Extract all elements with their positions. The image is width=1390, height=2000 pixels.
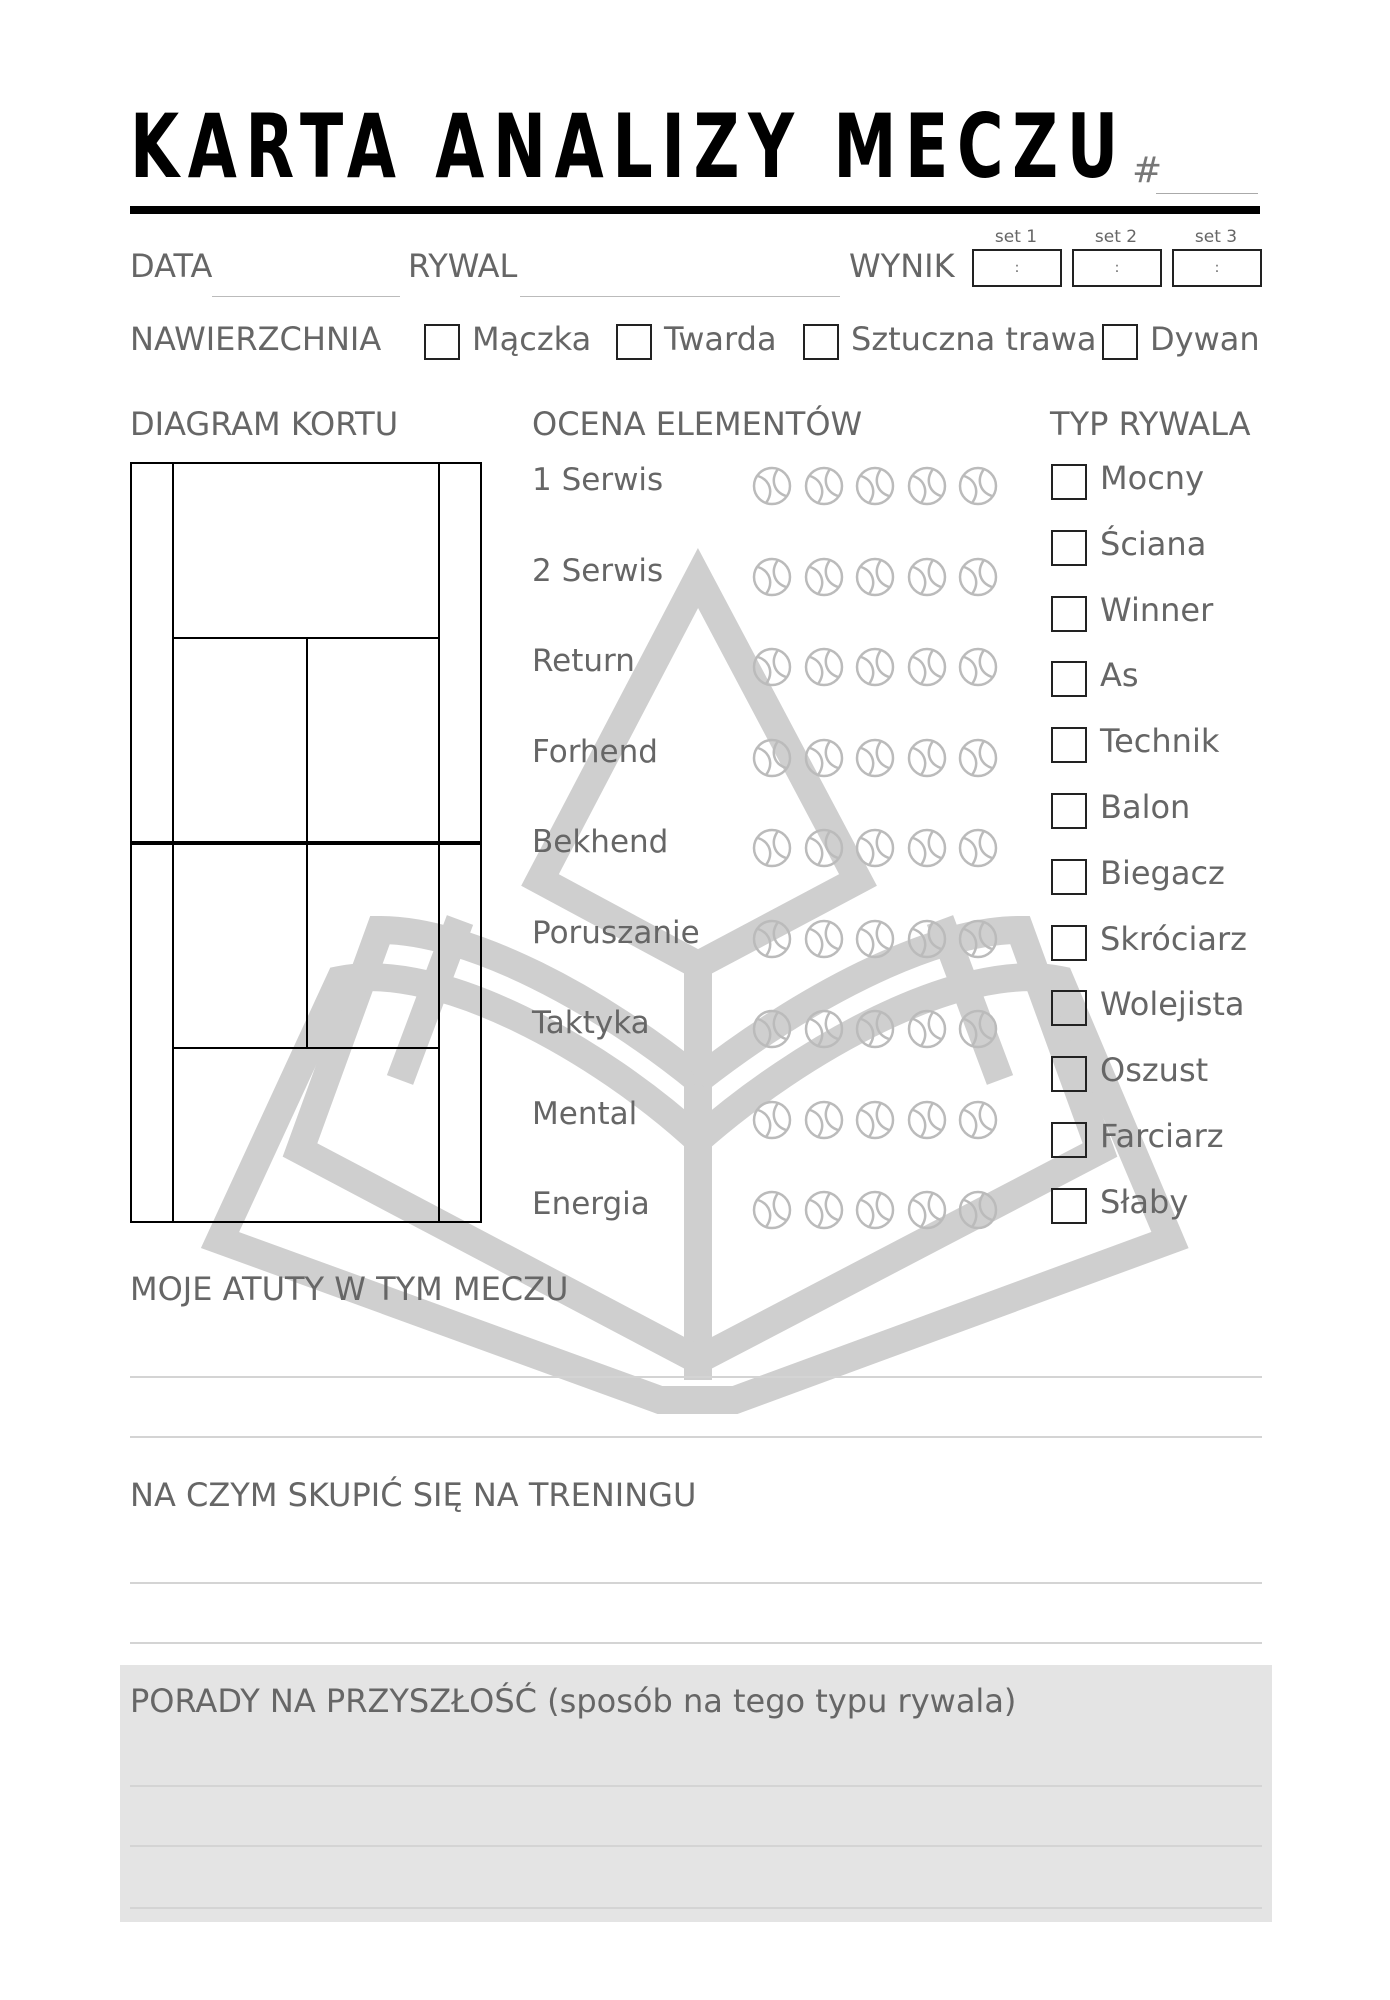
- tennis-ball-rating-icon[interactable]: [804, 647, 844, 687]
- tennis-ball-rating-icon[interactable]: [855, 1100, 895, 1140]
- strengths-heading: MOJE ATUTY W TYM MECZU: [130, 1270, 569, 1308]
- advice-line-1[interactable]: [130, 1785, 1262, 1787]
- surface-hard-label: Twarda: [664, 320, 777, 358]
- strengths-line-2[interactable]: [130, 1436, 1262, 1438]
- tennis-ball-rating-icon[interactable]: [958, 466, 998, 506]
- tennis-ball-rating-icon[interactable]: [752, 466, 792, 506]
- rating-label: Bekhend: [532, 824, 669, 860]
- tennis-ball-rating-icon[interactable]: [804, 919, 844, 959]
- set-2-score[interactable]: :: [1072, 249, 1162, 287]
- rival-type-label: Technik: [1100, 722, 1220, 761]
- set-2-label: set 2: [1094, 227, 1138, 247]
- rating-label: 1 Serwis: [532, 462, 664, 498]
- tennis-ball-rating-icon[interactable]: [907, 1100, 947, 1140]
- tennis-ball-rating-icon[interactable]: [855, 647, 895, 687]
- tennis-ball-rating-icon[interactable]: [958, 738, 998, 778]
- tennis-ball-rating-icon[interactable]: [907, 919, 947, 959]
- title-divider: [130, 206, 1260, 214]
- tennis-ball-rating-icon[interactable]: [855, 828, 895, 868]
- date-field[interactable]: [212, 296, 400, 297]
- rival-type-label: Słaby: [1100, 1182, 1189, 1221]
- set-3-label: set 3: [1194, 227, 1238, 247]
- tennis-ball-rating-icon[interactable]: [907, 1190, 947, 1230]
- rival-type-label: Skróciarz: [1100, 919, 1247, 958]
- date-label: DATA: [130, 247, 213, 285]
- set-1-score[interactable]: :: [972, 249, 1062, 287]
- rival-type-checkbox[interactable]: [1051, 793, 1087, 829]
- tennis-ball-rating-icon[interactable]: [907, 738, 947, 778]
- training-line-2[interactable]: [130, 1642, 1262, 1644]
- rating-label: Return: [532, 643, 635, 679]
- tennis-ball-rating-icon[interactable]: [804, 828, 844, 868]
- tennis-ball-rating-icon[interactable]: [907, 828, 947, 868]
- rival-type-label: Farciarz: [1100, 1117, 1224, 1155]
- advice-heading: PORADY NA PRZYSZŁOŚĆ (sposób na tego typu rywala): [130, 1682, 1017, 1720]
- rival-type-checkbox[interactable]: [1051, 990, 1087, 1026]
- rival-type-checkbox[interactable]: [1051, 925, 1087, 961]
- tennis-ball-rating-icon[interactable]: [958, 1009, 998, 1049]
- tennis-ball-rating-icon[interactable]: [752, 1190, 792, 1230]
- rival-type-checkbox[interactable]: [1051, 1188, 1087, 1224]
- surface-label: NAWIERZCHNIA: [130, 320, 382, 358]
- tennis-court-diagram[interactable]: [130, 462, 484, 1224]
- tennis-ball-rating-icon[interactable]: [958, 1190, 998, 1230]
- tennis-ball-rating-icon[interactable]: [752, 647, 792, 687]
- surface-hard-checkbox[interactable]: [616, 324, 652, 360]
- number-field[interactable]: [1156, 193, 1258, 194]
- tennis-ball-rating-icon[interactable]: [752, 828, 792, 868]
- tennis-ball-rating-icon[interactable]: [907, 647, 947, 687]
- tennis-ball-rating-icon[interactable]: [907, 466, 947, 506]
- tennis-ball-rating-icon[interactable]: [804, 557, 844, 597]
- surface-carpet-label: Dywan: [1150, 320, 1260, 358]
- score-label: WYNIK: [849, 247, 955, 285]
- tennis-ball-rating-icon[interactable]: [855, 1009, 895, 1049]
- rival-type-checkbox[interactable]: [1051, 1056, 1087, 1092]
- tennis-ball-rating-icon[interactable]: [752, 557, 792, 597]
- tennis-ball-rating-icon[interactable]: [804, 1100, 844, 1140]
- rating-label: Poruszanie: [532, 914, 700, 951]
- tennis-ball-rating-icon[interactable]: [855, 1190, 895, 1230]
- tennis-ball-rating-icon[interactable]: [958, 557, 998, 597]
- tennis-ball-rating-icon[interactable]: [804, 738, 844, 778]
- rating-label: 2 Serwis: [532, 552, 664, 589]
- surface-clay-checkbox[interactable]: [424, 324, 460, 360]
- strengths-line-1[interactable]: [130, 1376, 1262, 1378]
- rival-type-checkbox[interactable]: [1051, 464, 1087, 500]
- tennis-ball-rating-icon[interactable]: [752, 738, 792, 778]
- rival-type-checkbox[interactable]: [1051, 1122, 1087, 1158]
- rival-type-checkbox[interactable]: [1051, 727, 1087, 763]
- training-line-1[interactable]: [130, 1582, 1262, 1584]
- tennis-ball-rating-icon[interactable]: [855, 466, 895, 506]
- tennis-ball-rating-icon[interactable]: [907, 557, 947, 597]
- surface-carpet-checkbox[interactable]: [1102, 324, 1138, 360]
- tennis-ball-rating-icon[interactable]: [752, 1009, 792, 1049]
- rival-type-label: As: [1100, 656, 1139, 695]
- tennis-ball-rating-icon[interactable]: [752, 919, 792, 959]
- rating-label: Forhend: [532, 733, 658, 770]
- rival-type-checkbox[interactable]: [1051, 596, 1087, 632]
- rival-type-label: Mocny: [1100, 459, 1204, 497]
- tennis-ball-rating-icon[interactable]: [804, 466, 844, 506]
- rival-type-label: TYP RYWALA: [1050, 405, 1251, 443]
- rival-type-label: Balon: [1100, 788, 1191, 826]
- tennis-ball-rating-icon[interactable]: [804, 1009, 844, 1049]
- rival-type-checkbox[interactable]: [1051, 530, 1087, 566]
- tennis-ball-rating-icon[interactable]: [958, 919, 998, 959]
- training-heading: NA CZYM SKUPIĆ SIĘ NA TRENINGU: [130, 1476, 697, 1514]
- rival-type-label: Oszust: [1100, 1051, 1209, 1090]
- tennis-ball-rating-icon[interactable]: [855, 919, 895, 959]
- tennis-ball-rating-icon[interactable]: [804, 1190, 844, 1230]
- surface-artificial-grass-label: Sztuczna trawa: [851, 320, 1097, 358]
- rival-label: RYWAL: [408, 247, 518, 285]
- tennis-ball-rating-icon[interactable]: [958, 828, 998, 868]
- ratings-label: OCENA ELEMENTÓW: [532, 405, 863, 443]
- set-1-label: set 1: [994, 227, 1038, 247]
- rival-type-label: Biegacz: [1100, 853, 1225, 892]
- set-3-score[interactable]: :: [1172, 249, 1262, 287]
- advice-line-3[interactable]: [130, 1907, 1262, 1909]
- number-hash-label: #: [1132, 150, 1163, 191]
- court-diagram-label: DIAGRAM KORTU: [130, 405, 399, 443]
- rival-type-label: Wolejista: [1100, 985, 1245, 1024]
- rival-type-label: Winner: [1100, 590, 1214, 629]
- surface-clay-label: Mączka: [472, 320, 592, 358]
- tennis-ball-rating-icon[interactable]: [752, 1100, 792, 1140]
- surface-artificial-grass-checkbox[interactable]: [803, 324, 839, 360]
- tennis-ball-rating-icon[interactable]: [907, 1009, 947, 1049]
- tennis-ball-rating-icon[interactable]: [855, 557, 895, 597]
- rival-type-checkbox[interactable]: [1051, 661, 1087, 697]
- tennis-ball-rating-icon[interactable]: [958, 1100, 998, 1140]
- tennis-ball-rating-icon[interactable]: [855, 738, 895, 778]
- rival-type-label: Ściana: [1100, 524, 1207, 563]
- rival-field[interactable]: [520, 296, 840, 297]
- tennis-ball-rating-icon[interactable]: [958, 647, 998, 687]
- rating-label: Energia: [532, 1186, 650, 1222]
- rival-type-checkbox[interactable]: [1051, 859, 1087, 895]
- rating-label: Taktyka: [532, 1005, 650, 1041]
- page-title: KARTA ANALIZY MECZU: [130, 95, 1127, 198]
- advice-line-2[interactable]: [130, 1845, 1262, 1847]
- rating-label: Mental: [532, 1095, 638, 1132]
